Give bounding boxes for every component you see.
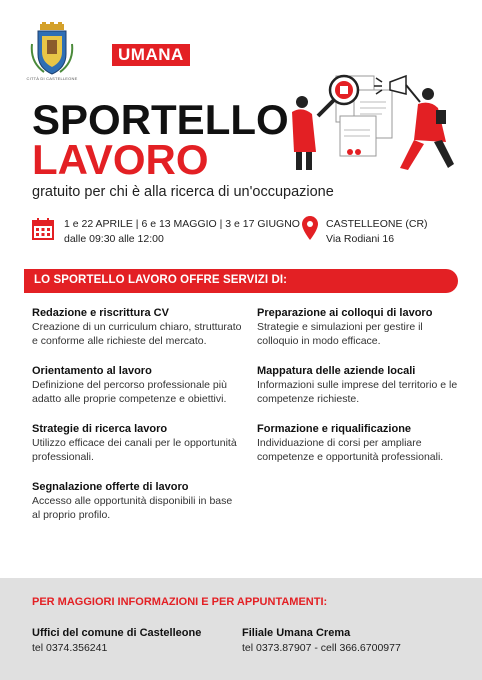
service-title: Formazione e riqualificazione [257, 423, 412, 435]
services-banner-text: LO SPORTELLO LAVORO OFFRE SERVIZI DI: [34, 274, 288, 286]
service-title: Strategie di ricerca lavoro [32, 423, 168, 435]
crest-icon [30, 22, 74, 78]
service-title: Redazione e riscrittura CV [32, 307, 169, 319]
title-line-1: SPORTELLO [32, 96, 289, 143]
service-title: Orientamento al lavoro [32, 365, 152, 377]
contact-umana [242, 626, 401, 656]
contact-phone: tel 0373.87907 - cell 366.6700977 [242, 642, 401, 654]
service-item [257, 364, 467, 406]
location-pin-icon [302, 216, 318, 240]
contact-name: Filiale Umana Crema [242, 627, 351, 639]
footer-heading: PER MAGGIORI INFORMAZIONI E PER APPUNTAMENTI: [32, 596, 328, 608]
calendar-icon [32, 218, 54, 240]
location-street: Via Rodiani 16 [326, 233, 395, 245]
service-description: Definizione del percorso professionale più adatto alle proprie competenze e obiettivi. [32, 379, 227, 405]
service-title: Mappatura delle aziende locali [257, 365, 416, 377]
service-item [32, 364, 242, 406]
service-item [32, 306, 242, 348]
job-search-illustration [278, 72, 458, 172]
service-title: Segnalazione offerte di lavoro [32, 481, 189, 493]
service-title: Preparazione ai colloqui di lavoro [257, 307, 433, 319]
service-item [257, 306, 467, 348]
crest-caption: CITTÀ DI CASTELLEONE [26, 76, 78, 81]
title-line-2: LAVORO [32, 136, 209, 183]
services-column-left [32, 306, 242, 538]
schedule-times: dalle 09:30 alle 12:00 [64, 233, 164, 245]
service-description: Informazioni sulle imprese del territorio e le competenze richieste. [257, 379, 458, 405]
service-description: Strategie e simulazioni per gestire il colloquio in modo efficace. [257, 321, 423, 347]
service-item [32, 422, 242, 464]
services-banner [24, 269, 458, 293]
service-item [257, 422, 467, 464]
contact-phone: tel 0374.356241 [32, 642, 108, 654]
services-column-right [257, 306, 467, 480]
service-description: Accesso alle opportunità disponibili in base al proprio profilo. [32, 495, 233, 521]
service-description: Creazione di un curriculum chiaro, strutturato e conforme alle richieste del mercato. [32, 321, 242, 347]
footer [0, 578, 482, 680]
service-item [32, 480, 242, 522]
subtitle: gratuito per chi è alla ricerca di un'occupazione [32, 184, 334, 200]
service-description: Utilizzo efficace dei canali per le opportunità professionali. [32, 437, 237, 463]
contact-name: Uffici del comune di Castelleone [32, 627, 202, 639]
schedule-dates: 1 e 22 APRILE | 6 e 13 MAGGIO | 3 e 17 GIUGNO [64, 218, 300, 230]
location-city: CASTELLEONE (CR) [326, 218, 428, 230]
umana-logo: UMANA [112, 44, 190, 66]
contact-comune [32, 626, 201, 656]
service-description: Individuazione di corsi per ampliare competenze e opportunità professionali. [257, 437, 444, 463]
